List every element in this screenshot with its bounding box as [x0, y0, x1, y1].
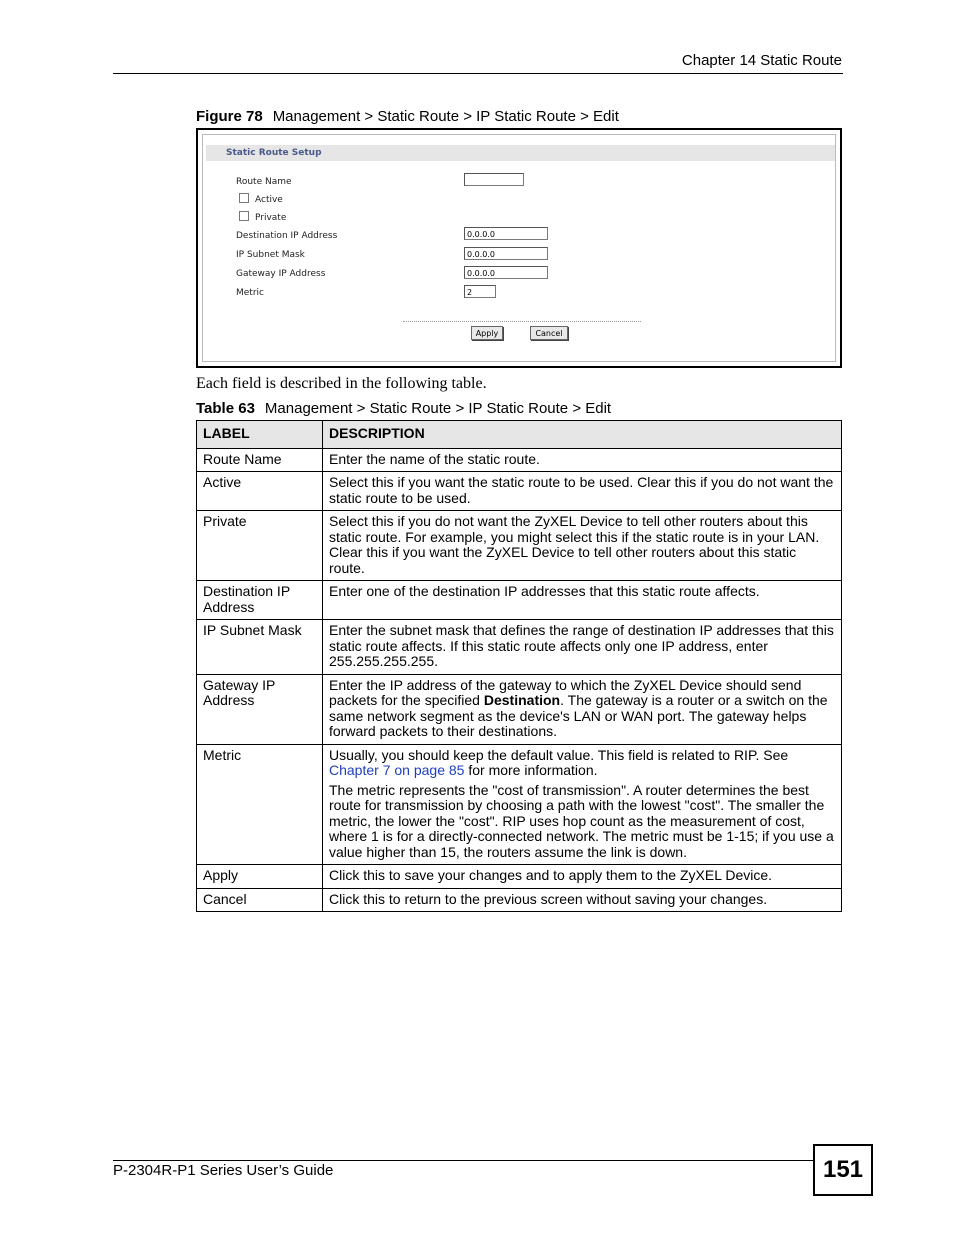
- button-divider: [403, 321, 641, 322]
- destination-ip-input[interactable]: 0.0.0.0: [464, 227, 548, 240]
- row-label: Apply: [197, 865, 323, 889]
- row-label: Destination IP Address: [197, 581, 323, 620]
- figure-title: Management > Static Route > IP Static Route > Edit: [272, 108, 619, 125]
- route-name-label: Route Name: [236, 177, 292, 187]
- row-label: Route Name: [197, 448, 323, 472]
- section-title: Static Route Setup: [226, 148, 322, 158]
- row-label: Active: [197, 472, 323, 511]
- destination-ip-label: Destination IP Address: [236, 231, 338, 241]
- header-divider: [113, 73, 843, 74]
- row-label: Cancel: [197, 888, 323, 912]
- row-description: Click this to return to the previous screen without saving your changes.: [323, 888, 842, 912]
- private-label: Private: [255, 213, 287, 223]
- cancel-button[interactable]: Cancel: [530, 326, 568, 340]
- metric-label: Metric: [236, 288, 264, 298]
- chapter-header: Chapter 14 Static Route: [681, 52, 842, 69]
- description-column-header: DESCRIPTION: [323, 421, 842, 449]
- desc-paragraph: [329, 748, 835, 779]
- intro-paragraph: Each field is described in the following table.: [196, 375, 487, 392]
- static-route-setup-panel: [202, 134, 836, 362]
- section-title-bar: [206, 145, 835, 161]
- chapter-link[interactable]: Chapter 7 on page 85: [329, 762, 465, 778]
- row-description: Select this if you want the static route to be used. Clear this if you do not want the static route to be used.: [323, 472, 842, 511]
- subnet-mask-input[interactable]: 0.0.0.0: [464, 247, 548, 260]
- table-row: [197, 472, 842, 511]
- row-description: Enter one of the destination IP addresses that this static route affects.: [323, 581, 842, 620]
- route-name-input[interactable]: [464, 173, 524, 186]
- field-description-table: [196, 420, 842, 912]
- table-row: [197, 511, 842, 581]
- row-description: Click this to save your changes and to apply them to the ZyXEL Device.: [323, 865, 842, 889]
- label-column-header: LABEL: [197, 421, 323, 449]
- private-checkbox[interactable]: [239, 211, 249, 221]
- table-row: [197, 674, 842, 744]
- footer-divider: [113, 1160, 813, 1161]
- page-number: 151: [813, 1144, 873, 1196]
- desc-text: for more information.: [464, 762, 598, 778]
- figure-number: Figure 78: [196, 108, 263, 125]
- apply-button[interactable]: Apply: [471, 326, 503, 340]
- row-description: [323, 744, 842, 865]
- desc-paragraph: The metric represents the "cost of transmission". A router determines the best route for transmission by choosing a path with the lowest "cost". The smaller the metric, the lower the "cost". RIP uses hop count as the measurement of cost, where 1 is for a directly-connected network. The metric must be 1-15; if you use a value higher than 15, the routers assume the link is down.: [329, 781, 834, 860]
- gateway-ip-input[interactable]: 0.0.0.0: [464, 266, 548, 279]
- table-header-row: [197, 421, 842, 449]
- desc-text: . The gateway is a router or a switch on the same network segment as the device's LAN or WAN port. The gateway helps forward packets to their destinations.: [329, 692, 828, 739]
- guide-title: P-2304R-P1 Series User’s Guide: [113, 1162, 334, 1179]
- row-description: Select this if you do not want the ZyXEL Device to tell other routers about this static route. For example, you might select this if the static route is in your LAN. Clear this if you want the ZyXEL Device to tell other routers about this static route.: [323, 511, 842, 581]
- gateway-ip-label: Gateway IP Address: [236, 269, 326, 279]
- row-description: Enter the subnet mask that defines the range of destination IP addresses that this static route affects. If this static route affects only one IP address, enter 255.255.255.255.: [323, 620, 842, 675]
- desc-text: Usually, you should keep the default value. This field is related to RIP. See: [329, 746, 789, 763]
- table-caption: [196, 400, 611, 417]
- table-number: Table 63: [196, 400, 255, 417]
- table-row: [197, 620, 842, 675]
- table-row: [197, 865, 842, 889]
- table-title: Management > Static Route > IP Static Route > Edit: [264, 400, 612, 417]
- figure-screenshot: [196, 128, 842, 368]
- table-row: [197, 888, 842, 912]
- row-description: Enter the name of the static route.: [323, 448, 842, 472]
- active-label: Active: [255, 195, 283, 205]
- table-row: [197, 448, 842, 472]
- figure-caption: [196, 108, 619, 125]
- row-label: IP Subnet Mask: [197, 620, 323, 675]
- table-row: [197, 744, 842, 865]
- table-row: [197, 581, 842, 620]
- row-description: [323, 674, 842, 744]
- destination-term: Destination: [483, 692, 561, 708]
- metric-input[interactable]: 2: [464, 285, 496, 298]
- row-label: Metric: [197, 744, 323, 865]
- desc-text: Enter the IP address of the gateway to which the ZyXEL Device should send packets for the specified: [329, 676, 802, 708]
- row-label: Gateway IP Address: [197, 674, 323, 744]
- subnet-mask-label: IP Subnet Mask: [236, 250, 305, 260]
- row-label: Private: [197, 511, 323, 581]
- active-checkbox[interactable]: [239, 193, 249, 203]
